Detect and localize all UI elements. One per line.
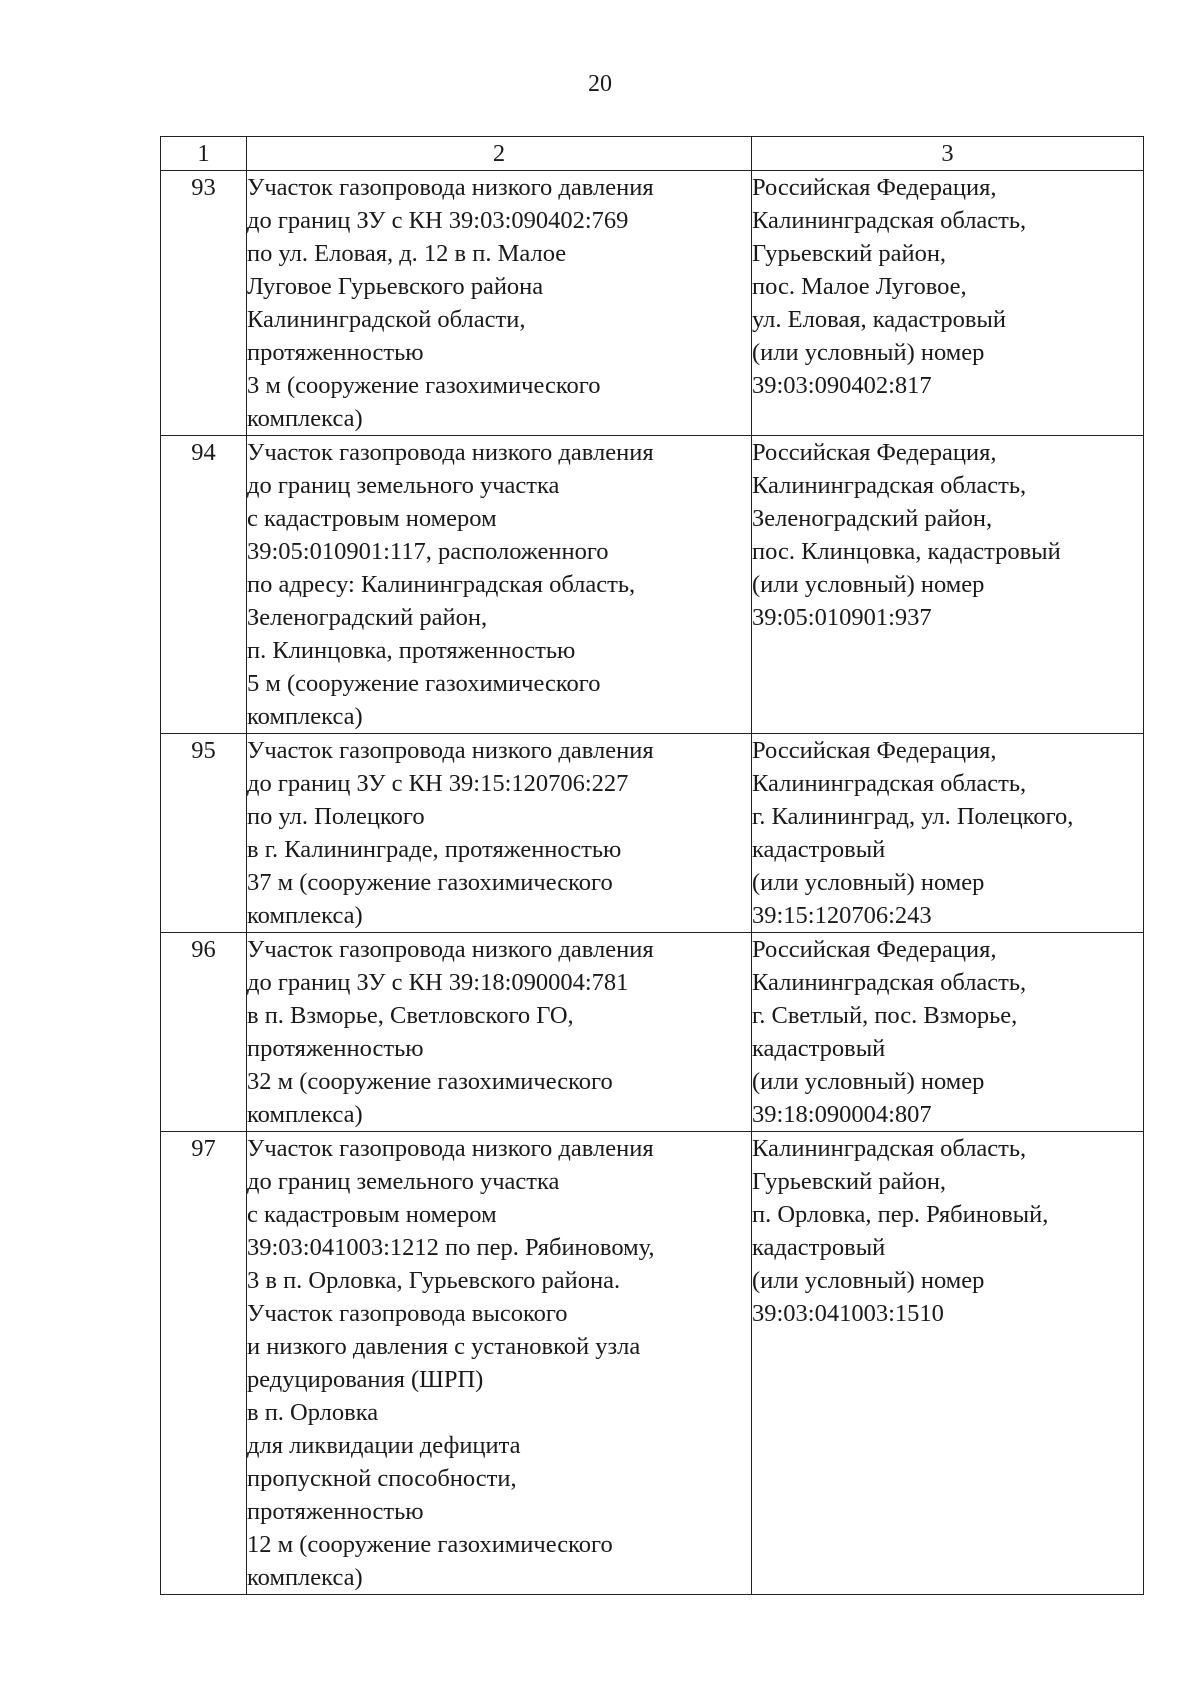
- address-line: (или условный) номер: [752, 869, 985, 896]
- address-line: 39:05:010901:937: [752, 604, 932, 631]
- address-line: пос. Малое Луговое,: [752, 273, 967, 300]
- address-line: (или условный) номер: [752, 571, 985, 598]
- address-line: Российская Федерация,: [752, 439, 997, 466]
- description-line: протяженностью: [247, 339, 424, 366]
- address-line: Российская Федерация,: [752, 737, 997, 764]
- description-line: по адресу: Калининградская область,: [247, 571, 636, 598]
- description-line: Участок газопровода низкого давления: [247, 174, 654, 201]
- address-line: Калининградская область,: [752, 969, 1027, 996]
- table-body: [161, 171, 1144, 1595]
- description-line: Участок газопровода низкого давления: [247, 936, 654, 963]
- description-line: Луговое Гурьевского района: [247, 273, 544, 300]
- object-description: [247, 933, 752, 1132]
- description-line: 5 м (сооружение газохимического: [247, 670, 601, 697]
- row-number: 94: [161, 436, 247, 734]
- description-line: Участок газопровода высокого: [247, 1300, 568, 1327]
- address-line: Зеленоградский район,: [752, 505, 993, 532]
- page-number: 20: [588, 71, 612, 97]
- address-line: г. Светлый, пос. Взморье,: [752, 1002, 1018, 1029]
- address-line: г. Калининград, ул. Полецкого,: [752, 803, 1074, 830]
- address-line: 39:03:041003:1510: [752, 1300, 944, 1327]
- row-number: 96: [161, 933, 247, 1132]
- description-line: комплекса): [247, 703, 363, 730]
- table-header-row: [161, 137, 1144, 171]
- description-line: 12 м (сооружение газохимического: [247, 1531, 613, 1558]
- address-line: пос. Клинцовка, кадастровый: [752, 538, 1061, 565]
- description-line: редуцирования (ШРП): [247, 1366, 484, 1393]
- address-line: (или условный) номер: [752, 1267, 985, 1294]
- description-line: Участок газопровода низкого давления: [247, 439, 654, 466]
- row-number: 97: [161, 1132, 247, 1595]
- description-line: комплекса): [247, 902, 363, 929]
- object-address: [752, 436, 1144, 734]
- description-line: по ул. Полецкого: [247, 803, 425, 830]
- description-line: комплекса): [247, 1101, 363, 1128]
- address-line: Гурьевский район,: [752, 240, 947, 267]
- address-line: Калининградская область,: [752, 770, 1027, 797]
- column-header-1: 1: [161, 137, 247, 171]
- address-line: 39:15:120706:243: [752, 902, 932, 929]
- table-row: [161, 933, 1144, 1132]
- description-line: для ликвидации дефицита: [247, 1432, 521, 1459]
- description-line: и низкого давления с установкой узла: [247, 1333, 641, 1360]
- row-number: 93: [161, 171, 247, 436]
- address-line: ул. Еловая, кадастровый: [752, 306, 1006, 333]
- row-number: 95: [161, 734, 247, 933]
- description-line: 39:05:010901:117, расположенного: [247, 538, 609, 565]
- address-line: Российская Федерация,: [752, 174, 997, 201]
- description-line: до границ земельного участка: [247, 1168, 560, 1195]
- address-line: Калининградская область,: [752, 1135, 1027, 1162]
- address-line: 39:03:090402:817: [752, 372, 932, 399]
- description-line: 39:03:041003:1212 по пер. Рябиновому,: [247, 1234, 655, 1261]
- objects-table: [160, 136, 1144, 1595]
- address-line: п. Орловка, пер. Рябиновый,: [752, 1201, 1049, 1228]
- address-line: Гурьевский район,: [752, 1168, 947, 1195]
- description-line: протяженностью: [247, 1035, 424, 1062]
- table-row: [161, 436, 1144, 734]
- address-line: кадастровый: [752, 1234, 886, 1261]
- description-line: протяженностью: [247, 1498, 424, 1525]
- address-line: (или условный) номер: [752, 1068, 985, 1095]
- description-line: с кадастровым номером: [247, 505, 497, 532]
- object-address: [752, 933, 1144, 1132]
- description-line: Калининградской области,: [247, 306, 526, 333]
- table-row: [161, 734, 1144, 933]
- description-line: комплекса): [247, 405, 363, 432]
- description-line: до границ ЗУ с КН 39:15:120706:227: [247, 770, 629, 797]
- description-line: в п. Орловка: [247, 1399, 379, 1426]
- object-description: [247, 1132, 752, 1595]
- description-line: до границ ЗУ с КН 39:03:090402:769: [247, 207, 629, 234]
- address-line: 39:18:090004:807: [752, 1101, 932, 1128]
- description-line: с кадастровым номером: [247, 1201, 497, 1228]
- description-line: в п. Взморье, Светловского ГО,: [247, 1002, 574, 1029]
- description-line: 32 м (сооружение газохимического: [247, 1068, 613, 1095]
- address-line: кадастровый: [752, 836, 886, 863]
- table-row: [161, 171, 1144, 436]
- object-address: [752, 734, 1144, 933]
- address-line: Калининградская область,: [752, 472, 1027, 499]
- description-line: 37 м (сооружение газохимического: [247, 869, 613, 896]
- address-line: Калининградская область,: [752, 207, 1027, 234]
- object-address: [752, 1132, 1144, 1595]
- description-line: 3 в п. Орловка, Гурьевского района.: [247, 1267, 621, 1294]
- object-description: [247, 436, 752, 734]
- column-header-2: 2: [247, 137, 752, 171]
- address-line: кадастровый: [752, 1035, 886, 1062]
- column-header-3: 3: [752, 137, 1144, 171]
- description-line: Зеленоградский район,: [247, 604, 488, 631]
- description-line: до границ ЗУ с КН 39:18:090004:781: [247, 969, 629, 996]
- description-line: по ул. Еловая, д. 12 в п. Малое: [247, 240, 567, 267]
- table-row: [161, 1132, 1144, 1595]
- object-description: [247, 734, 752, 933]
- description-line: в г. Калининграде, протяженностью: [247, 836, 622, 863]
- description-line: до границ земельного участка: [247, 472, 560, 499]
- description-line: п. Клинцовка, протяженностью: [247, 637, 576, 664]
- address-line: Российская Федерация,: [752, 936, 997, 963]
- object-description: [247, 171, 752, 436]
- description-line: пропускной способности,: [247, 1465, 517, 1492]
- description-line: Участок газопровода низкого давления: [247, 1135, 654, 1162]
- description-line: Участок газопровода низкого давления: [247, 737, 654, 764]
- description-line: 3 м (сооружение газохимического: [247, 372, 601, 399]
- object-address: [752, 171, 1144, 436]
- description-line: комплекса): [247, 1564, 363, 1591]
- address-line: (или условный) номер: [752, 339, 985, 366]
